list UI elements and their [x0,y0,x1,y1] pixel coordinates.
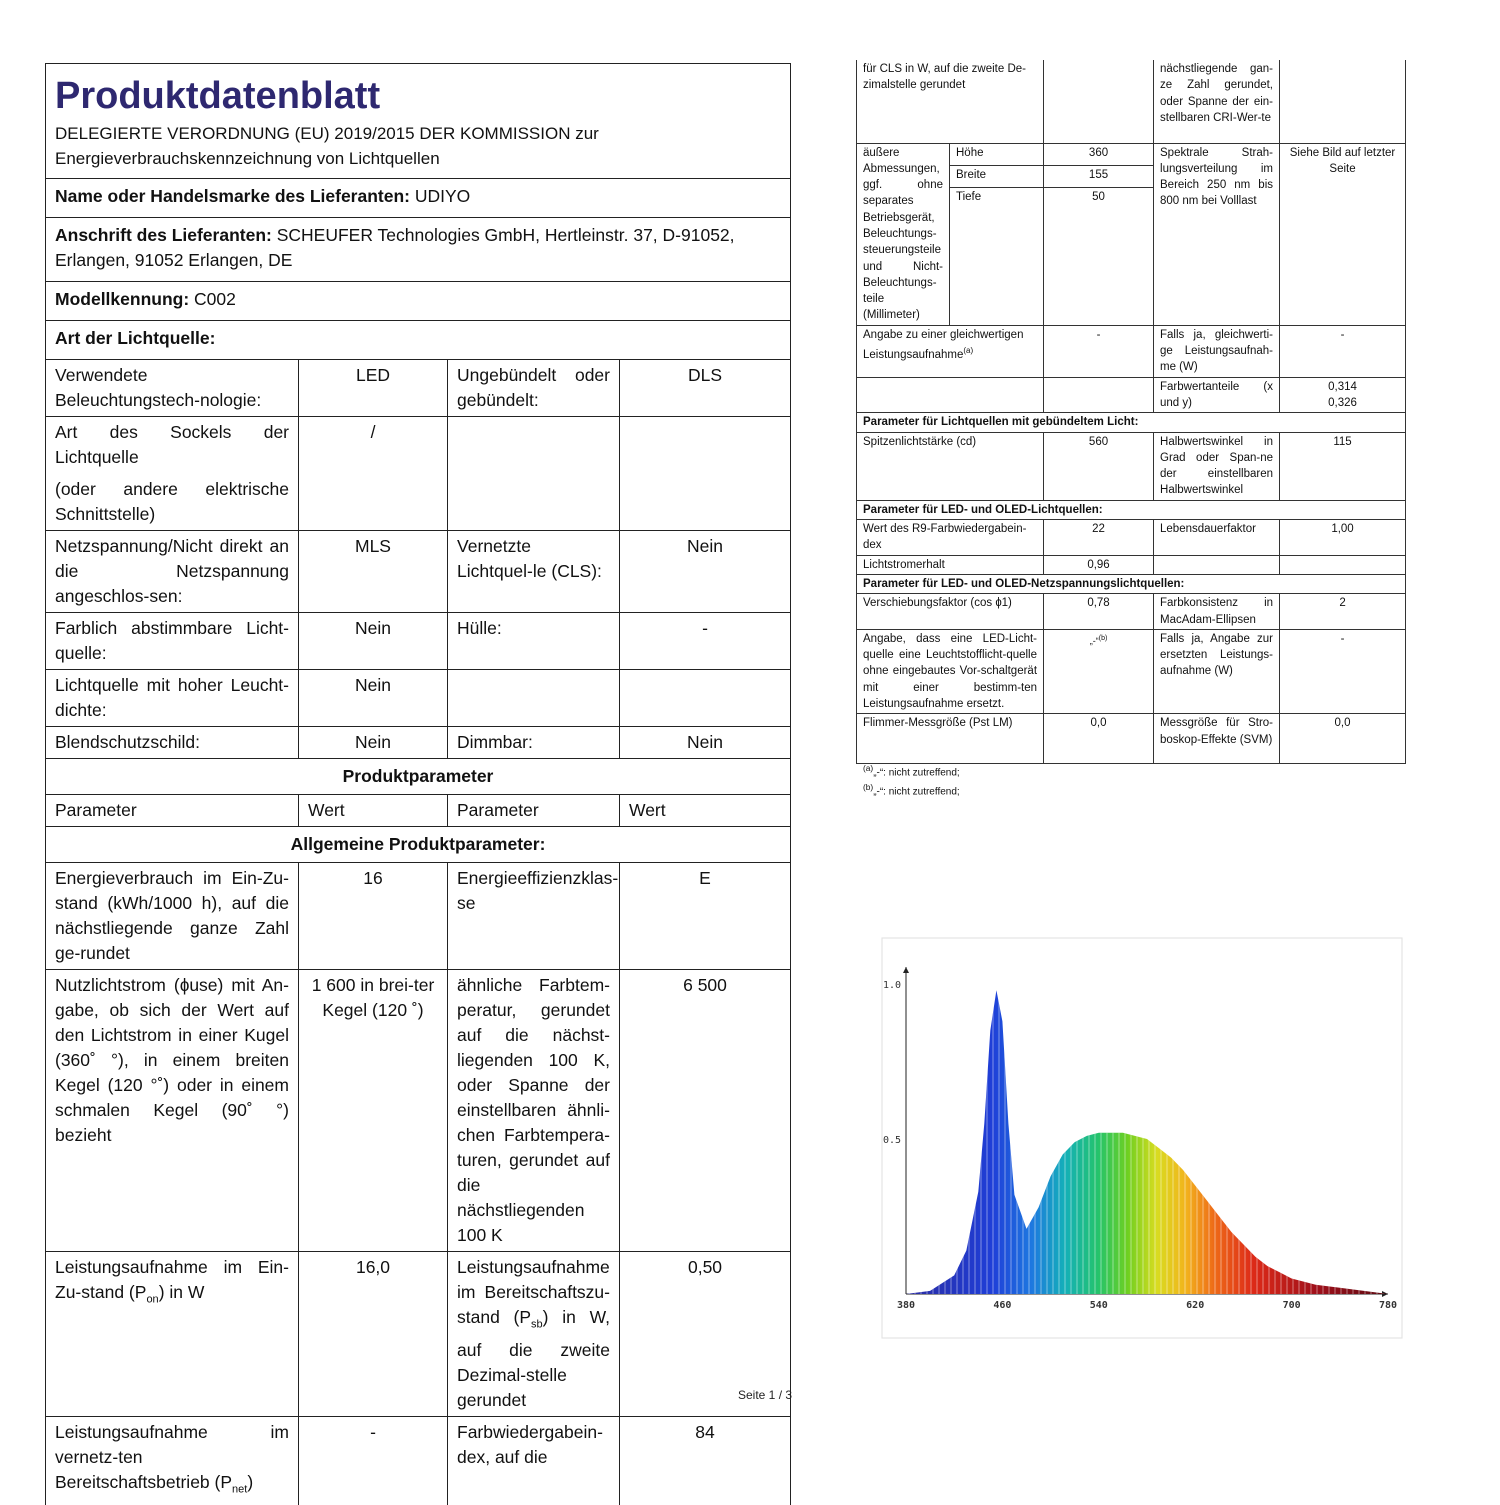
y-tick-label: 0.5 [883,1135,902,1146]
x-tick-label: 540 [1089,1300,1108,1311]
column-header-row [46,795,791,827]
param-value: - [1280,629,1406,713]
param-value: Nein [299,613,448,670]
spectrum-stripes [906,990,1388,1294]
x-tick-label: 620 [1186,1300,1205,1311]
param-name: Farblich abstimmbare Licht-quelle: [46,613,299,670]
param-name [448,670,620,727]
param-name: Farbwertanteile (x und y) [1154,377,1280,413]
param-name: Leistungsaufnahme im Bereitschaftszu-stand $(P_{sb})$ in W, auf die zweite Dezimal-stelle gerundet [448,1252,620,1417]
document-title: Produktdatenblatt [55,75,381,117]
table-row [46,727,791,759]
section-band: Parameter für LED- und OLED-Lichtquellen: [857,500,1406,519]
param-value: 0,50 [620,1252,791,1417]
footnote-a: $^{(a)}$„-“: nicht zutreffend; [863,763,960,779]
dimension-label: Breite [950,165,1044,187]
param-name: Lichtquelle mit hoher Leucht-dichte: [46,670,299,727]
param-name: äußere Abmessungen, ggf. ohne separates Betriebsgerät, Beleuchtungs-steuerungsteile und Nicht-Beleuchtungs-teile (Millimeter) [857,143,950,325]
param-value [620,670,791,727]
param-name: Nutzlichtstrom (ɸuse) mit An-gabe, ob sich der Wert auf den Lichtstrom in einer Kugel (360˚ °), in einem breiten Kegel (120 °˚) oder in einem schmalen Kegel (90˚ °) bezieht [46,970,299,1252]
table-row [857,594,1406,630]
param-name: Halbwertswinkel in Grad oder Span-ne der einstellbaren Halbwertswinkel [1154,432,1280,500]
param-value: 0,0 [1280,714,1406,764]
param-value: 0,0 [1044,714,1154,764]
table-row [857,629,1406,713]
param-value: Nein [620,531,791,613]
param-name: Dimmbar: [448,727,620,759]
param-name: Farbkonsistenz in MacAdam-Ellipsen [1154,594,1280,630]
param-value: „-“$^{(b)}$ [1044,629,1154,713]
table-row [857,377,1406,413]
param-name: Wert des R9-Farbwiedergabein-dex [857,520,1044,556]
table-row [46,360,791,417]
param-value: Nein [299,670,448,727]
dimension-value: 50 [1044,187,1154,325]
param-name: Netzspannung/Nicht direkt an die Netzspannung angeschlos-sen: [46,531,299,613]
param-value: Siehe Bild auf letzter Seite [1280,143,1406,325]
address-label: Anschrift des Lieferanten: [55,225,272,245]
param-value: Nein [620,727,791,759]
column-header: Wert [299,795,448,827]
section-band: Parameter für LED- und OLED-Netzspannungslichtquellen: [857,574,1406,593]
param-name: Farbwiedergabein-dex, auf die [448,1416,620,1505]
param-value: 1 600 in brei-ter Kegel (120 ˚) [299,970,448,1252]
param-name: Lichtstromerhalt [857,555,1044,574]
param-value: - [620,613,791,670]
table-row [46,863,791,970]
x-tick-label: 460 [993,1300,1012,1311]
param-name: Verschiebungsfaktor (cos ɸ1) [857,594,1044,630]
param-value: Nein [299,727,448,759]
param-name: Angabe, dass eine LED-Licht-quelle eine Leuchtstofflicht-quelle ohne eingebautes Vor-schaltgerät mit einer bestimm-ten Leistungsaufnahme ersetzt. [857,629,1044,713]
supplier-label: Name oder Handelsmarke des Lieferanten: [55,186,410,206]
param-name: für CLS in W, auf die zweite De-zimalstelle gerundet [857,60,1044,143]
footnote-b: $^{(b)}$„-“: nicht zutreffend; [863,782,960,798]
y-axis-arrow [903,967,909,973]
param-value: LED [299,360,448,417]
table-row [46,613,791,670]
table-row [857,325,1406,377]
x-tick-labels [897,1300,1397,1311]
param-value: 115 [1280,432,1406,500]
param-name: Verwendete Beleuchtungstech-nologie: [46,360,299,417]
param-value: 2 [1280,594,1406,630]
x-tick-label: 700 [1282,1300,1301,1311]
spectral-distribution-chart [878,932,1408,1342]
param-name: Hülle: [448,613,620,670]
datasheet-page-right [856,60,1405,764]
param-name: Blendschutzschild: [46,727,299,759]
param-name [448,417,620,531]
column-header: Wert [620,795,791,827]
param-value: 0,314 0,326 [1280,377,1406,413]
param-name: Angabe zu einer gleichwertigen Leistungsaufnahme$^{(a)}$ [857,325,1044,377]
page-footer: Seite 1 / 3 [738,1388,793,1402]
param-value: 84 [620,1416,791,1505]
dimension-value: 360 [1044,143,1154,165]
param-value: - [1044,325,1154,377]
spectrum-area [906,990,1388,1294]
param-value: 16 [299,863,448,970]
param-value: 22 [1044,520,1154,556]
dimension-value: 155 [1044,165,1154,187]
param-value: 6 500 [620,970,791,1252]
table-row [46,670,791,727]
product-params-heading: Produktparameter [46,759,791,795]
model-label: Modellkennung: [55,289,190,309]
param-name: Spektrale Strah-lungsverteilung im Bereich 250 nm bis 800 nm bei Volllast [1154,143,1280,325]
param-value [620,417,791,531]
param-name: Leistungsaufnahme im vernetz-ten Bereitschaftsbetrieb $(P_{net})$ [46,1416,299,1505]
param-value: - [1280,325,1406,377]
x-tick-label: 380 [896,1300,916,1311]
table-row [46,970,791,1252]
param-name-note: (oder andere elektrische Schnittstelle) [55,479,289,524]
model-value: C002 [194,289,236,309]
datasheet-table [45,63,791,1505]
param-value: 0,78 [1044,594,1154,630]
table-row [857,714,1406,764]
table-row [857,60,1406,143]
table-row [46,1252,791,1417]
param-value: 560 [1044,432,1154,500]
param-value: DLS [620,360,791,417]
param-name: Lebensdauerfaktor [1154,520,1280,556]
section-band: Parameter für Lichtquellen mit gebündeltem Licht: [857,413,1406,432]
supplier-value: UDIYO [414,186,471,206]
param-name: nächstliegende gan-ze Zahl gerundet, oder Spanne der ein-stellbaren CRI-Wer-te [1154,60,1280,143]
table-row [857,520,1406,556]
y-tick-labels [883,980,901,1146]
param-value: E [620,863,791,970]
column-header: Parameter [46,795,299,827]
dimension-label: Höhe [950,143,1044,165]
param-value: MLS [299,531,448,613]
param-name: Flimmer-Messgröße (Pst LM) [857,714,1044,764]
table-row [857,555,1406,574]
param-value: - [299,1416,448,1505]
param-name: Falls ja, Angabe zur ersetzten Leistungs-aufnahme (W) [1154,629,1280,713]
param-value: 16,0 [299,1252,448,1417]
param-name: Leistungsaufnahme im Ein-Zu-stand $(P_{on})$ in W [46,1252,299,1417]
param-value: / [299,417,448,531]
param-value: 0,96 [1044,555,1154,574]
table-row [46,531,791,613]
param-name: Art des Sockels der Lichtquelle [55,422,289,467]
param-name: Messgröße für Stro-boskop-Effekte (SVM) [1154,714,1280,764]
x-tick-label: 780 [1378,1300,1398,1311]
param-name: ähnliche Farbtem-peratur, gerundet auf die nächst-liegenden 100 K, oder Spanne der einstellbaren ähnli-chen Farbtempera-turen, gerundet auf die nächstliegenden 100 K [448,970,620,1252]
param-name: Vernetzte Lichtquel-le (CLS): [448,531,620,613]
column-header: Parameter [448,795,620,827]
param-name: Energieverbrauch im Ein-Zu-stand (kWh/1000 h), auf die nächstliegende ganze Zahl ge-rundet [46,863,299,970]
table-row [46,417,791,531]
param-value: 1,00 [1280,520,1406,556]
param-name: Ungebündelt oder gebündelt: [448,360,620,417]
table-row [857,432,1406,500]
param-name: Spitzenlichtstärke (cd) [857,432,1044,500]
table-row [46,1416,791,1505]
param-name: Energieeffizienzklas-se [448,863,620,970]
param-name: Falls ja, gleichwerti-ge Leistungsaufnah-me (W) [1154,325,1280,377]
address-value: SCHEUFER Technologies GmbH, Hertleinstr. 37, D-91052, Erlangen, 91052 Erlangen, DE [55,225,735,270]
general-params-heading: Allgemeine Produktparameter: [46,827,791,863]
lighttype-label: Art der Lichtquelle: [46,321,791,360]
y-tick-label: 1.0 [883,980,902,991]
datasheet-table-continued [856,60,1406,764]
datasheet-page-left [45,63,793,1505]
table-row [857,143,1406,165]
dimension-label: Tiefe [950,187,1044,325]
document-subtitle: DELEGIERTE VERORDNUNG (EU) 2019/2015 DER KOMMISSION zur Energieverbrauchskennzeichnung von Lichtquellen [55,124,599,168]
